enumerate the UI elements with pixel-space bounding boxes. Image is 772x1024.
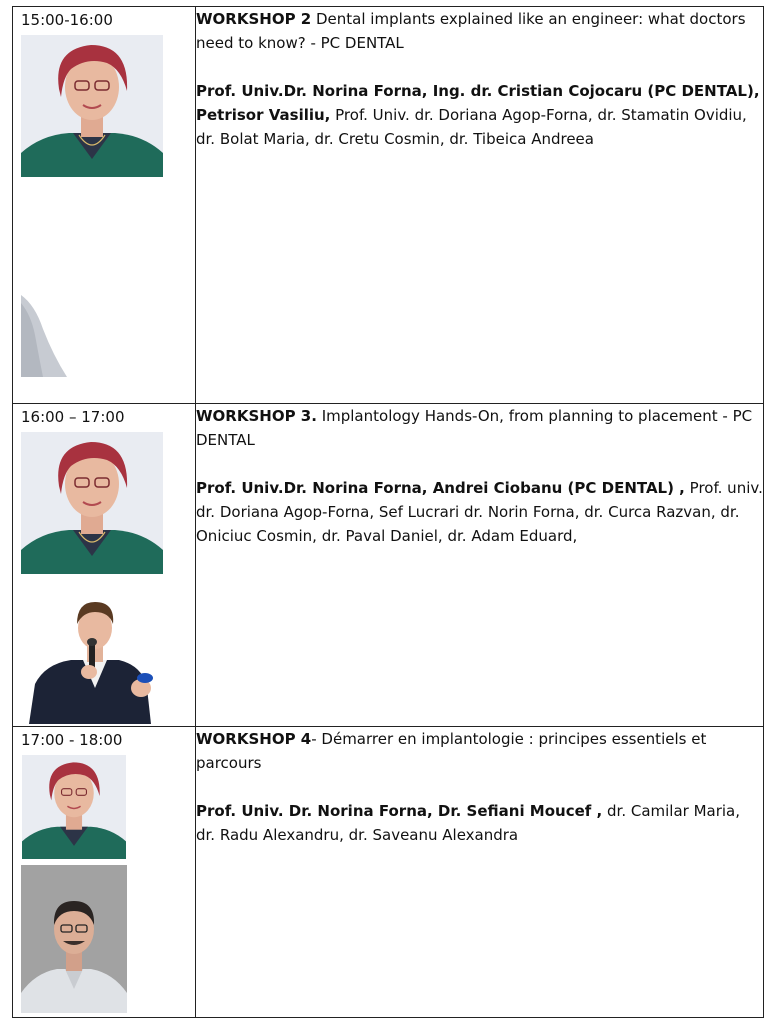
time-cell — [13, 727, 196, 1018]
speakers-list — [196, 79, 763, 151]
lead-speakers: Prof. Univ.Dr. Norina Forna, Ing. dr. Cristian Cojocaru (PC DENTAL), Petrisor Vasiliu, — [196, 82, 760, 124]
speaker-photo-norina-forna — [21, 755, 127, 859]
lead-speakers: Prof. Univ.Dr. Norina Forna, Andrei Ciobanu (PC DENTAL) , — [196, 479, 685, 497]
workshop-label: WORKSHOP 4 — [196, 730, 312, 748]
time-slot: 16:00 – 17:00 — [21, 408, 125, 426]
workshop-name: Implantology Hands-On, from planning to placement - PC DENTAL — [196, 407, 753, 449]
speaker-photo-partial — [21, 295, 67, 377]
workshop-title — [196, 404, 763, 452]
co-speakers: dr. Camilar Maria, dr. Radu Alexandru, dr. Saveanu Alexandra — [196, 802, 741, 844]
speakers-list — [196, 476, 763, 548]
time-slot: 17:00 - 18:00 — [21, 731, 123, 749]
time-slot: 15:00-16:00 — [21, 11, 113, 29]
speaker-photo-norina-forna — [21, 432, 163, 574]
workshop-title — [196, 7, 763, 55]
speakers-list — [196, 799, 763, 847]
workshop-title — [196, 727, 763, 775]
co-speakers: Prof. univ. dr. Doriana Agop-Forna, Sef Lucrari dr. Norin Forna, dr. Curca Razvan, dr. Oniciuc Cosmin, dr. Paval Daniel, dr. Adam Eduard, — [196, 479, 763, 545]
time-cell — [13, 7, 196, 404]
lead-speakers: Prof. Univ. Dr. Norina Forna, Dr. Sefiani Moucef , — [196, 802, 603, 820]
workshop-name: - Démarrer en implantologie : principes essentiels et parcours — [196, 730, 707, 772]
workshop-content-cell — [196, 727, 764, 1018]
workshop-label: WORKSHOP 2 — [196, 10, 312, 28]
schedule-row-workshop-4 — [13, 727, 764, 1018]
speaker-photo-andrei-ciobanu — [21, 592, 171, 724]
workshop-content-cell — [196, 404, 764, 727]
workshop-label: WORKSHOP 3. — [196, 407, 317, 425]
time-cell — [13, 404, 196, 727]
workshop-content-cell — [196, 7, 764, 404]
workshop-schedule-table — [12, 6, 764, 1018]
schedule-row-workshop-3 — [13, 404, 764, 727]
co-speakers: Prof. Univ. dr. Doriana Agop-Forna, dr. Stamatin Ovidiu, dr. Bolat Maria, dr. Cretu Cosmin, dr. Tibeica Andreea — [196, 106, 747, 148]
workshop-name: Dental implants explained like an engineer: what doctors need to know? - PC DENTAL — [196, 10, 746, 52]
speaker-photo-sefiani-moucef — [21, 865, 127, 1013]
schedule-row-workshop-2 — [13, 7, 764, 404]
speaker-photo-norina-forna — [21, 35, 163, 177]
